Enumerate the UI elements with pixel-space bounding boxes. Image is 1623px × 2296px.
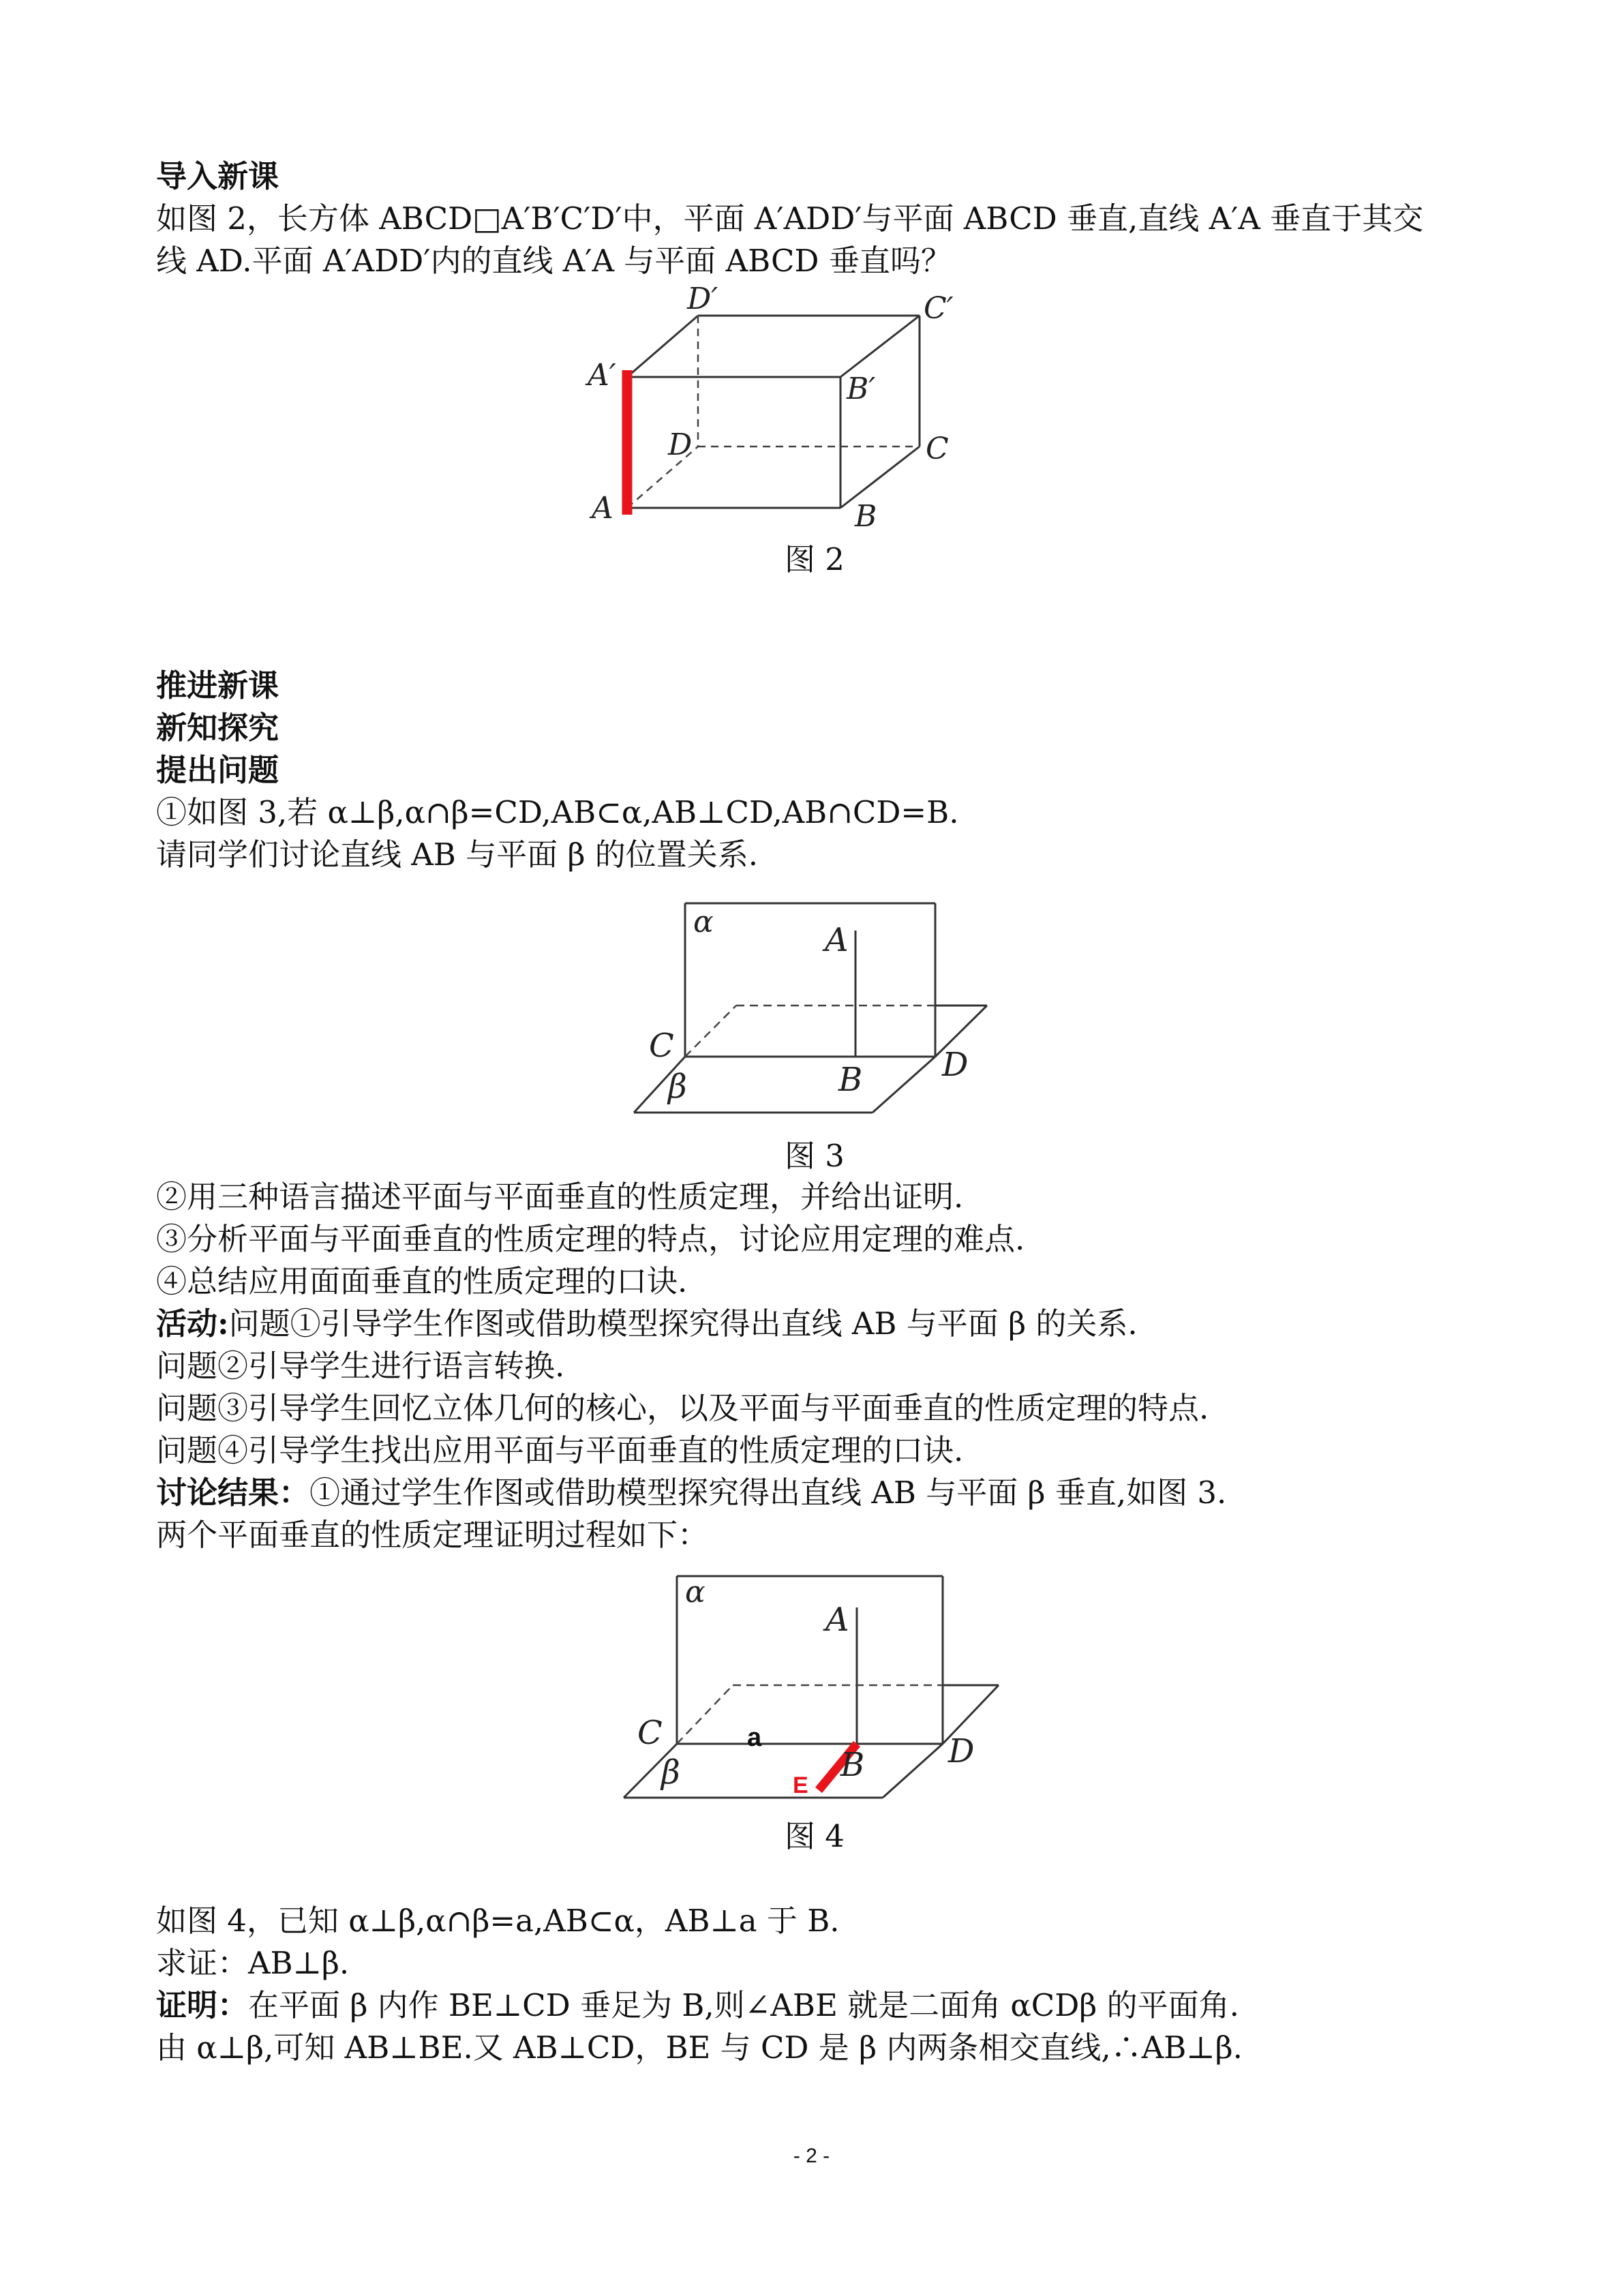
figure-3-planes — [627, 893, 1009, 1125]
figure-caption: 图 4 — [785, 1818, 845, 1854]
result-label: 讨论结果： — [156, 1475, 310, 1511]
point-label: B — [840, 1746, 865, 1784]
point-label: C — [637, 1714, 663, 1752]
vertex-label: A — [592, 491, 613, 526]
vertex-label: D — [668, 427, 693, 462]
activity-line: 问题③引导学生回忆立体几何的核心，以及平面与平面垂直的性质定理的特点. — [156, 1390, 1209, 1426]
figure-4-planes — [617, 1568, 1012, 1807]
proof-line: 由 α⊥β,可知 AB⊥BE.又 AB⊥CD，BE 与 CD 是 β 内两条相交直线,∴AB⊥β. — [156, 2029, 1243, 2066]
paragraph-line: 线 AD.平面 A′ADD′内的直线 A′A 与平面 ABCD 垂直吗？ — [156, 243, 952, 279]
plane-label: β — [668, 1068, 687, 1106]
proof-text: 在平面 β 内作 BE⊥CD 垂足为 B,则∠ABE 就是二面角 αCDβ 的平面角. — [248, 1987, 1239, 2023]
question-1: ①如图 3,若 α⊥β,α∩β=CD,AB⊂α,AB⊥CD,AB∩CD=B. — [156, 794, 959, 830]
question-2: ②用三种语言描述平面与平面垂直的性质定理，并给出证明. — [156, 1179, 964, 1215]
point-label: B — [838, 1061, 863, 1099]
vertex-label: C′ — [924, 291, 954, 326]
proof-line: 如图 4，已知 α⊥β,α∩β=a,AB⊂α，AB⊥a 于 B. — [156, 1903, 840, 1939]
point-label: D — [948, 1732, 975, 1770]
point-label: C — [649, 1027, 674, 1065]
page-number: - 2 - — [793, 2145, 830, 2167]
figure-2-cuboid — [579, 282, 961, 534]
proof-label: 证明： — [156, 1987, 249, 2023]
proof-line: 求证：AB⊥β. — [156, 1945, 350, 1981]
point-label: A — [825, 1601, 849, 1639]
vertex-label: B′ — [847, 372, 876, 406]
activity-line: 问题②引导学生进行语言转换. — [156, 1348, 565, 1384]
section-heading-questions: 提出问题 — [156, 752, 279, 788]
point-label: E — [793, 1772, 808, 1798]
paragraph-line: 如图 2，长方体 ABCD□A′B′C′D′中，平面 A′ADD′与平面 ABCD 垂直,直线 A′A 垂直于其交 — [156, 200, 1424, 237]
activity-line: 问题④引导学生找出应用平面与平面垂直的性质定理的口诀. — [156, 1432, 964, 1468]
question-4: ④总结应用面面垂直的性质定理的口诀. — [156, 1263, 688, 1299]
section-heading-explore: 新知探究 — [156, 710, 279, 746]
paragraph-line: 请同学们讨论直线 AB 与平面 β 的位置关系. — [156, 836, 759, 873]
proof-line — [156, 1984, 1239, 2027]
result-line — [156, 1472, 1226, 1514]
section-heading-intro: 导入新课 — [156, 158, 279, 194]
plane-label: α — [685, 1575, 706, 1610]
plane-label: α — [693, 905, 714, 939]
figure-caption: 图 2 — [785, 541, 845, 577]
point-label: A — [825, 921, 849, 959]
vertex-label: C — [926, 432, 949, 466]
figure-caption: 图 3 — [785, 1138, 845, 1174]
activity-text: 问题①引导学生作图或借助模型探究得出直线 AB 与平面 β 的关系. — [228, 1305, 1138, 1342]
section-heading-advance: 推进新课 — [156, 667, 279, 704]
vertex-label: A′ — [588, 358, 616, 393]
point-label: D — [942, 1046, 969, 1084]
vertex-label: B — [855, 499, 877, 534]
plane-label: β — [661, 1753, 680, 1792]
result-line: 两个平面垂直的性质定理证明过程如下： — [156, 1517, 709, 1553]
activity-label: 活动: — [156, 1305, 229, 1342]
question-3: ③分析平面与平面垂直的性质定理的特点，讨论应用定理的难点. — [156, 1221, 1025, 1257]
vertex-label: D′ — [687, 282, 718, 316]
result-text: ①通过学生作图或借助模型探究得出直线 AB 与平面 β 垂直,如图 3. — [309, 1475, 1227, 1511]
line-label: a — [747, 1723, 762, 1752]
activity-line — [156, 1303, 1138, 1345]
